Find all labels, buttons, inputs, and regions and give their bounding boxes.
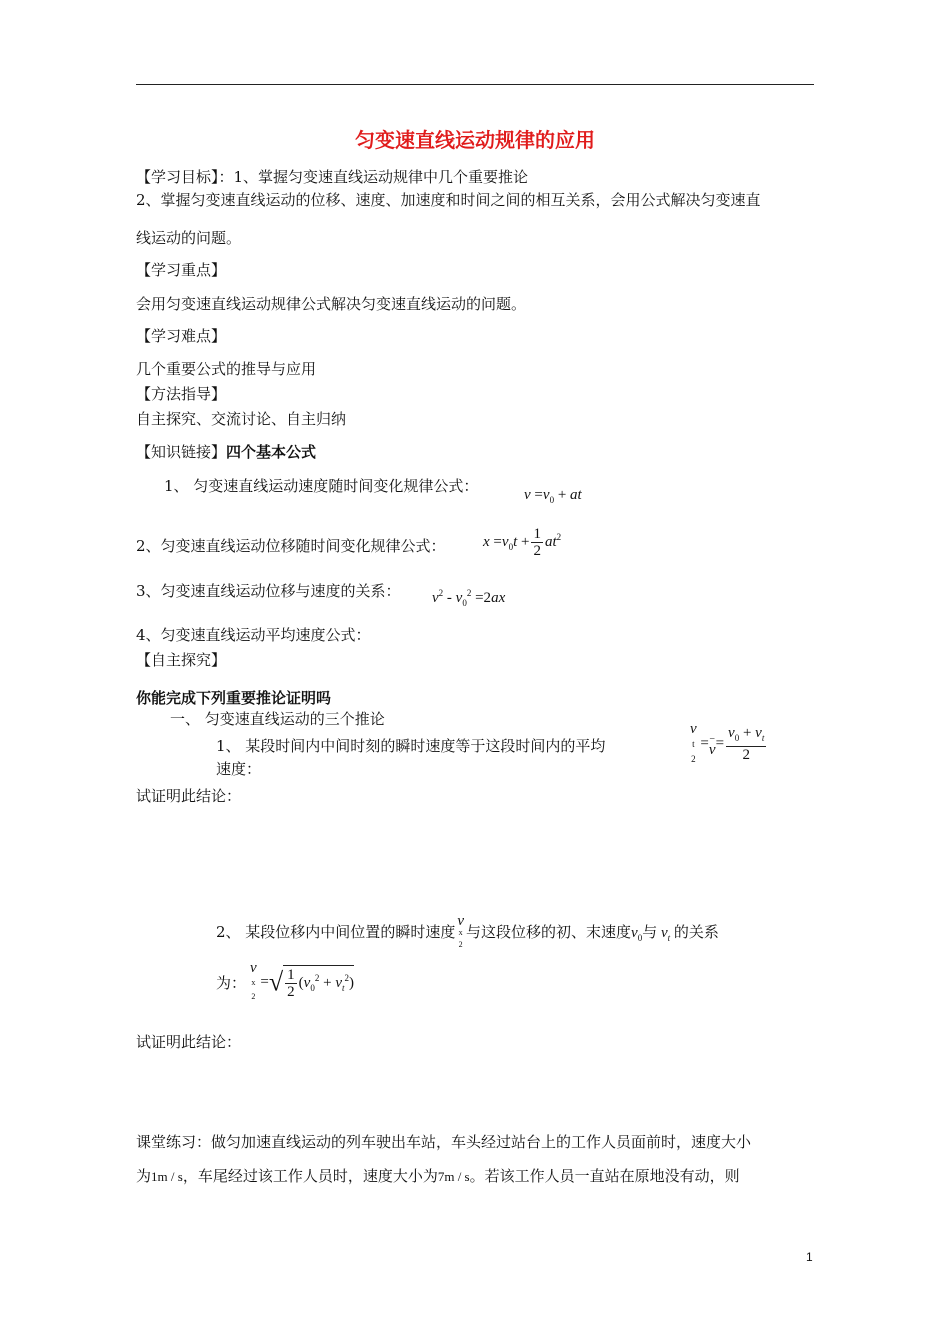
formula-3-text: 3、匀变速直线运动位移与速度的关系： (136, 582, 401, 600)
link-label: 【知识链接】 (136, 443, 227, 461)
corollary-2-part-4: 的关系 (673, 923, 719, 941)
formula-1: $v =v_0$ + at (524, 487, 582, 505)
formula-2-text: 2、匀变速直线运动位移随时间变化规律公式： (136, 537, 446, 555)
exercise-line-b (136, 1166, 740, 1187)
knowledge-link-line (136, 442, 316, 462)
corollary-1-line-a: 1、 某段时间内中间时刻的瞬时速度等于这段时间内的平均 (216, 737, 606, 755)
exercise-line-a: 课堂练习：做匀加速直线运动的列车驶出车站，车头经过站台上的工作人员面前时，速度大小 (136, 1133, 752, 1151)
explore-label: 【自主探究】 (136, 651, 227, 669)
goal-2b: 线运动的问题。 (136, 229, 242, 247)
page-title: 匀变速直线运动规律的应用 (355, 128, 595, 152)
goal-1: 1、掌握匀变速直线运动规律中几个重要推论 (233, 168, 529, 186)
link-heading: 四个基本公式 (226, 443, 317, 461)
difficulty-text: 几个重要公式的推导与应用 (136, 360, 317, 378)
exercise-b-part-2: ，车尾经过该工作人员时，速度大小为 (182, 1167, 438, 1185)
speed-2: 7m / s (437, 1169, 470, 1184)
header-rule (136, 84, 814, 85)
key-label: 【学习重点】 (136, 261, 227, 279)
corollary-2-formula: v x 2 =√ $\frac{1}{2}$ $(v_0^2 + v_t^2)$ (250, 960, 354, 1001)
exercise-b-part-3: 。若该工作人员一直站在原地没有动，则 (469, 1167, 740, 1185)
corollary-2-part-1: 2、 某段位移内中间位置的瞬时速度 (216, 923, 456, 941)
corollary-2-part-2: 与这段位移的初、末速度 (466, 923, 632, 941)
question-heading: 你能完成下列重要推论证明吗 (136, 689, 332, 707)
formula-1-text: 1、 匀变速直线运动速度随时间变化规律公式： (164, 477, 479, 495)
exercise-b-part-1: 为 (136, 1167, 152, 1185)
method-text: 自主探究、交流讨论、自主归纳 (136, 410, 347, 428)
prove-2: 试证明此结论： (136, 1033, 242, 1051)
method-label: 【方法指导】 (136, 385, 227, 403)
key-text: 会用匀变速直线运动规律公式解决匀变速直线运动的问题。 (136, 295, 527, 313)
corollary-2-part-3: 与 (642, 923, 658, 941)
corollary-1-formula: v t 2 =− v= $\frac{v_0 + v_t}{2}$ (690, 721, 765, 764)
corollary-2-line-b: 为： (216, 974, 247, 992)
section-1-heading: 一、 匀变速直线运动的三个推论 (170, 710, 385, 728)
page-number: 1 (806, 1250, 813, 1264)
corollary-1-line-b: 速度： (216, 760, 262, 778)
corollary-2-line-a: 2、 某段位移内中间位置的瞬时速度v x 2与这段位移的初、末速度$v_0$与 $v_t$ 的关系 (216, 913, 719, 949)
difficulty-label: 【学习难点】 (136, 327, 227, 345)
goal-2a: 2、掌握匀变速直线运动的位移、速度、加速度和时间之间的相互关系，会用公式解决匀变速直 (136, 191, 761, 209)
goals-line (136, 167, 528, 187)
formula-2: $x =v_0t$ + $\frac{1}{2}$ $at^2$ (483, 526, 562, 559)
formula-3: $v^2 - v_0^2 =2ax$ (432, 588, 506, 608)
prove-1: 试证明此结论： (136, 787, 242, 805)
goals-label: 【学习目标】： (136, 168, 234, 186)
speed-1: 1m / s (151, 1169, 183, 1184)
formula-4-text: 4、匀变速直线运动平均速度公式： (136, 626, 371, 644)
